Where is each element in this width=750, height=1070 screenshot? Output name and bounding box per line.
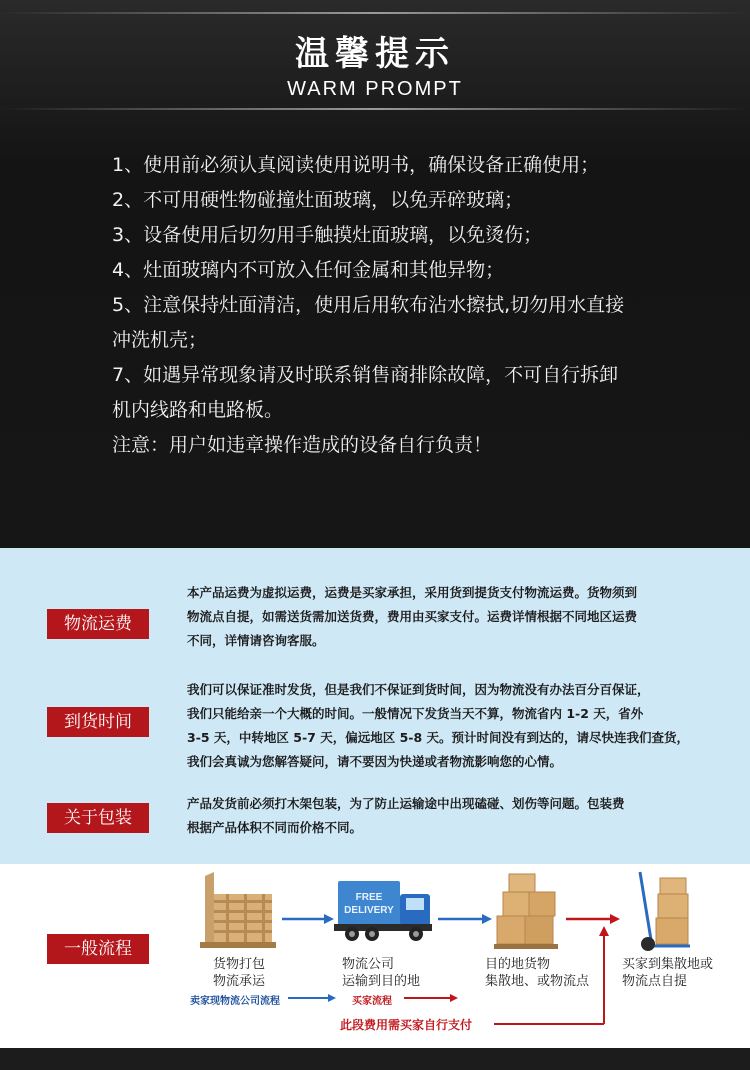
arrow-right-icon — [404, 994, 458, 1002]
tips-list — [112, 148, 672, 463]
logistics-label: 物流运费 — [47, 609, 149, 639]
process-section — [0, 864, 750, 1048]
stacked-boxes-icon — [494, 874, 558, 949]
tip-line: 4、灶面玻璃内不可放入任何金属和其他异物； — [112, 259, 505, 281]
wooden-crate-icon — [200, 872, 276, 948]
step-1-line-2: 物流承运 — [213, 974, 266, 989]
page-subtitle: WARM PROMPT — [287, 78, 463, 100]
step-4-caption — [622, 956, 713, 990]
page-title: 温馨提示 — [295, 34, 455, 74]
seller-flow-label: 卖家现物流公司流程 — [190, 996, 280, 1007]
delivery-text — [187, 678, 707, 774]
step-3-line-1: 目的地货物 — [485, 957, 551, 972]
delivery-truck-icon — [334, 881, 432, 941]
tip-line: 机内线路和电路板。 — [112, 399, 284, 421]
shipping-info-section — [0, 548, 750, 864]
step-3-caption — [485, 956, 589, 990]
tip-line: 1、使用前必须认真阅读使用说明书，确保设备正确使用； — [112, 154, 600, 176]
step-1-line-1: 货物打包 — [213, 957, 266, 972]
logistics-line: 不同，详情请咨询客服。 — [187, 633, 325, 648]
packaging-line: 根据产品体积不同而价格不同。 — [187, 820, 363, 835]
arrow-right-icon — [438, 914, 492, 924]
tip-line: 3、设备使用后切勿用手触摸灶面玻璃，以免烫伤； — [112, 224, 543, 246]
delivery-line: 我们会真诚为您解答疑问，请不要因为快递或者物流影响您的心情。 — [187, 754, 563, 769]
step-2-line-2: 运输到目的地 — [342, 974, 421, 989]
delivery-line: 3-5 天，中转地区 5-7 天，偏远地区 5-8 天。预计时间没有到达的，请尽快连我们查货， — [187, 730, 690, 745]
step-4-line-2: 物流点自提 — [622, 974, 688, 989]
truck-text-1: FREE — [355, 892, 383, 903]
arrow-right-icon — [282, 914, 334, 924]
logistics-text — [187, 581, 707, 653]
arrow-right-icon — [566, 914, 620, 924]
packaging-line: 产品发货前必须打木架包装，为了防止运输途中出现磕碰、划伤等问题。包装费 — [187, 796, 625, 811]
tip-line: 冲洗机壳； — [112, 329, 208, 351]
arrow-right-icon — [288, 994, 336, 1002]
tip-line: 2、不可用硬性物碰撞灶面玻璃，以免弄碎玻璃； — [112, 189, 524, 211]
buyer-fee-note: 此段费用需买家自行支付 — [340, 1018, 473, 1032]
step-3-line-2: 集散地、或物流点 — [485, 974, 590, 989]
logistics-line: 物流点自提，如需送货需加送货费，费用由买家支付。运费详情根据不同地区运费 — [187, 609, 638, 624]
delivery-line: 我们只能给亲一个大概的时间。一般情况下发货当天不算，物流省内 1-2 天，省外 — [187, 706, 644, 721]
tip-line: 5、注意保持灶面清洁，使用后用软布沾水擦拭,切勿用水直接 — [112, 294, 625, 316]
truck-text-2: DELIVERY — [344, 905, 394, 916]
top-divider — [0, 12, 750, 14]
buyer-flow-label: 买家流程 — [352, 996, 392, 1007]
tip-line: 7、如遇异常现象请及时联系销售商排除故障，不可自行拆卸 — [112, 364, 619, 386]
hand-truck-icon — [640, 872, 690, 951]
logistics-line: 本产品运费为虚拟运费，运费是买家承担，采用货到提货支付物流运费。货物须到 — [187, 585, 638, 600]
tip-line: 注意：用户如违章操作造成的设备自行负责！ — [112, 434, 493, 456]
packaging-label: 关于包装 — [47, 803, 149, 833]
step-2-caption — [342, 956, 420, 990]
step-4-line-1: 买家到集散地或 — [622, 957, 714, 972]
step-1-caption — [213, 956, 265, 990]
title-divider — [0, 108, 750, 110]
footer-bar — [0, 1048, 750, 1070]
delivery-line: 我们可以保证准时发货，但是我们不保证到货时间，因为物流没有办法百分百保证， — [187, 682, 650, 697]
step-2-line-1: 物流公司 — [342, 957, 395, 972]
packaging-text — [187, 792, 707, 840]
process-label: 一般流程 — [47, 934, 149, 964]
delivery-label: 到货时间 — [47, 707, 149, 737]
